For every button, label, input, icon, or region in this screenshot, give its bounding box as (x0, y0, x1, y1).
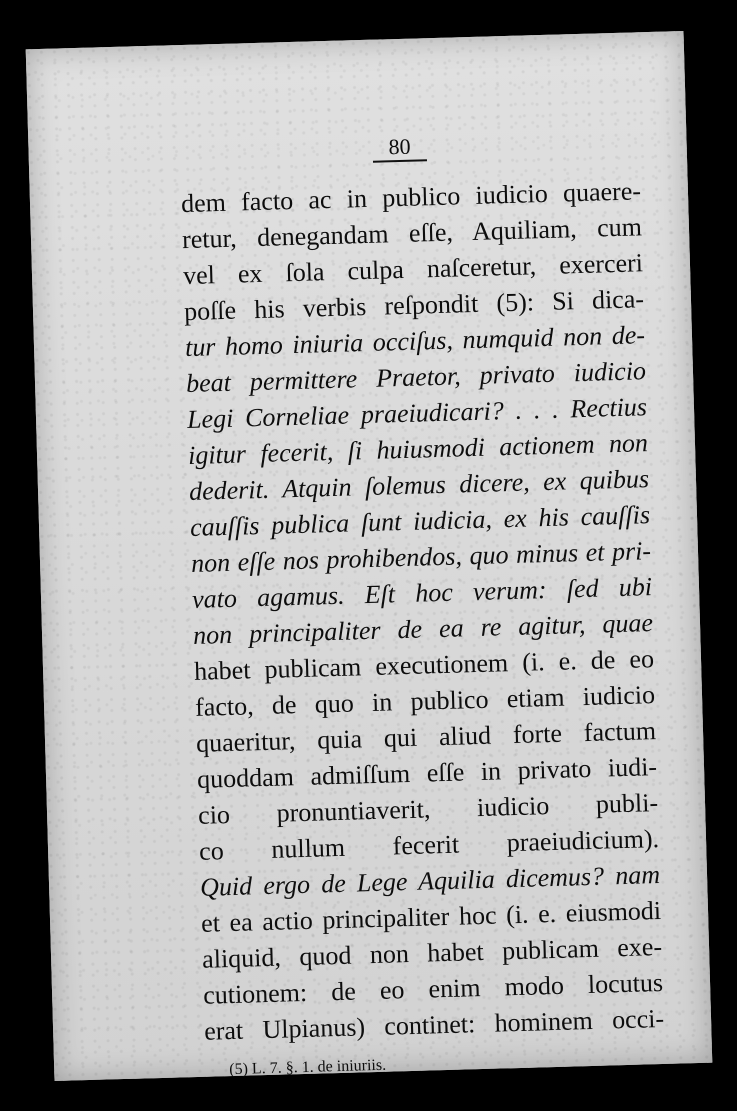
text-line: dem facto ac in publico iudicio quaere- (180, 176, 642, 219)
text-line: non principaliter de ea re agitur, quae (192, 608, 654, 650)
page-number: 80 (179, 127, 640, 168)
text-line: cio pronuntiaverit, iudicio publi- (197, 788, 659, 830)
text-line: poſſe his verbis reſpondit (5): Si dica- (183, 284, 645, 327)
scanned-page (26, 31, 713, 1081)
text-line: cauſſis publica ſunt iudicia, ex his cauſſis (189, 500, 651, 542)
text-line: co nullum fecerit praeiudicium). (198, 824, 660, 866)
text-line: habet publicam executionem (i. e. de eo (193, 644, 655, 686)
text-line: Legi Corneliae praeiudicari? . . . Rectius (186, 392, 648, 435)
text-line: Quid ergo de Lege Aquilia dicemus? nam (199, 860, 661, 902)
text-line: vel ex ſola culpa naſceretur, exerceri (182, 248, 644, 291)
text-line: quaeritur, quia qui aliud forte factum (195, 716, 657, 758)
page-text (179, 127, 665, 1081)
text-line: retur, denegandam eſſe, Aquiliam, cum (181, 212, 643, 255)
text-line: quoddam admiſſum eſſe in privato iudi- (196, 752, 658, 794)
text-line: et ea actio principaliter hoc (i. e. eiusmodi (200, 895, 662, 938)
text-line: tur homo iniuria occiſus, numquid non de- (184, 320, 646, 363)
text-line: igitur fecerit, ſi huiusmodi actionem non (187, 428, 649, 471)
text-line: aliquid, quod non habet publicam exe- (201, 931, 663, 974)
text-line: non eſſe nos prohibendos, quo minus et pri- (190, 536, 652, 578)
text-line: facto, de quo in publico etiam iudicio (194, 680, 656, 722)
text-line: cutionem: de eo enim modo locutus (202, 967, 664, 1010)
text-line: erat Ulpianus) continet: hominem occi- (203, 1003, 665, 1046)
text-line: vato agamus. Eſt hoc verum: ſed ubi (191, 572, 653, 614)
footnote: (5) L. 7. §. 1. de iniuriis. (229, 1056, 387, 1079)
text-line: dederit. Atquin ſolemus dicere, ex quibus (188, 464, 650, 506)
text-line: beat permittere Praetor, privato iudicio (185, 356, 647, 399)
